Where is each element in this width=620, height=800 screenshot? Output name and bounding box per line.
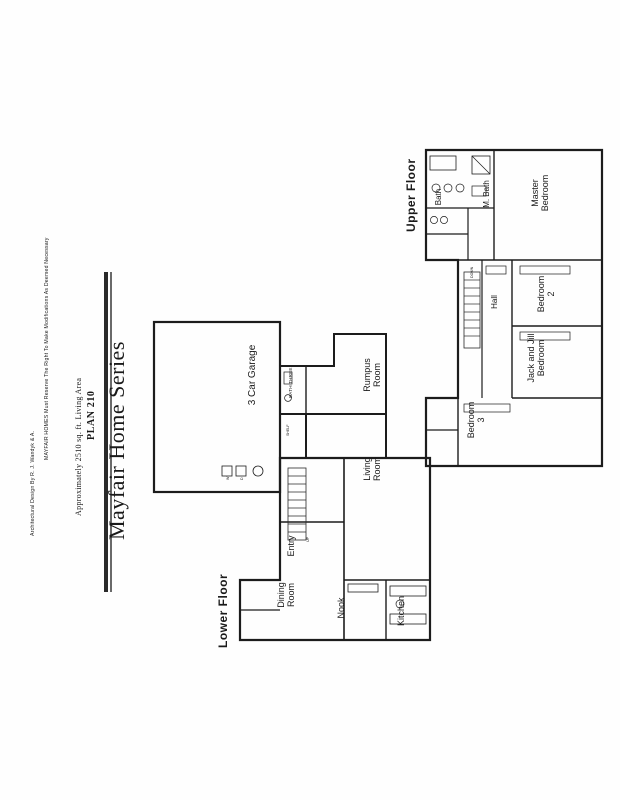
room-label-nook: Nook: [336, 597, 346, 619]
room-label-kitchen: Kitchen: [396, 595, 406, 627]
room-label-dining-room: Dining Room: [276, 582, 296, 608]
stair-up-label: UP: [306, 537, 310, 542]
room-label-master-bath: M. Bath: [482, 180, 491, 208]
lower-floor-label: Lower Floor: [216, 573, 230, 648]
room-label-rumpus-room: Rumpus Room: [362, 358, 382, 392]
room-label-living-room: Living Room: [362, 457, 382, 482]
shelf-label: SHELF: [286, 424, 290, 436]
upper-floor-drawing: [424, 148, 620, 478]
room-label-bath-three: BATH THREE: [288, 367, 293, 398]
room-label-master-bedroom: Master Bedroom: [530, 174, 550, 212]
plan-number: PLAN 210: [86, 390, 97, 440]
room-label-bedroom-3: Bedroom 3: [466, 401, 486, 439]
disclaimer-text: MAYFAIR HOMES Must Reserve The Right To Make Modifications As Deemed Necessary: [44, 237, 50, 460]
upper-floor-label: Upper Floor: [404, 158, 418, 232]
stair-down-label: DOWN: [470, 266, 474, 278]
room-label-entry: Entry: [286, 535, 296, 557]
room-label-garage: 3 Car Garage: [247, 344, 258, 406]
plan-title: Mayfair Home Series: [104, 341, 129, 540]
architect-credit: Architectural Design By R. J. Wandyk & A.: [30, 430, 36, 536]
plan-area: Approximately 2510 sq. ft. Living Area: [74, 377, 83, 516]
room-label-hall: Hall: [490, 295, 499, 309]
room-label-bath: Bath: [434, 188, 443, 206]
washer-label: W: [226, 476, 230, 480]
room-label-jack-and-jill: Jack and Jill Bedroom: [526, 333, 546, 383]
dryer-label: D: [240, 477, 244, 480]
room-label-bedroom-2: Bedroom 2: [536, 275, 556, 313]
